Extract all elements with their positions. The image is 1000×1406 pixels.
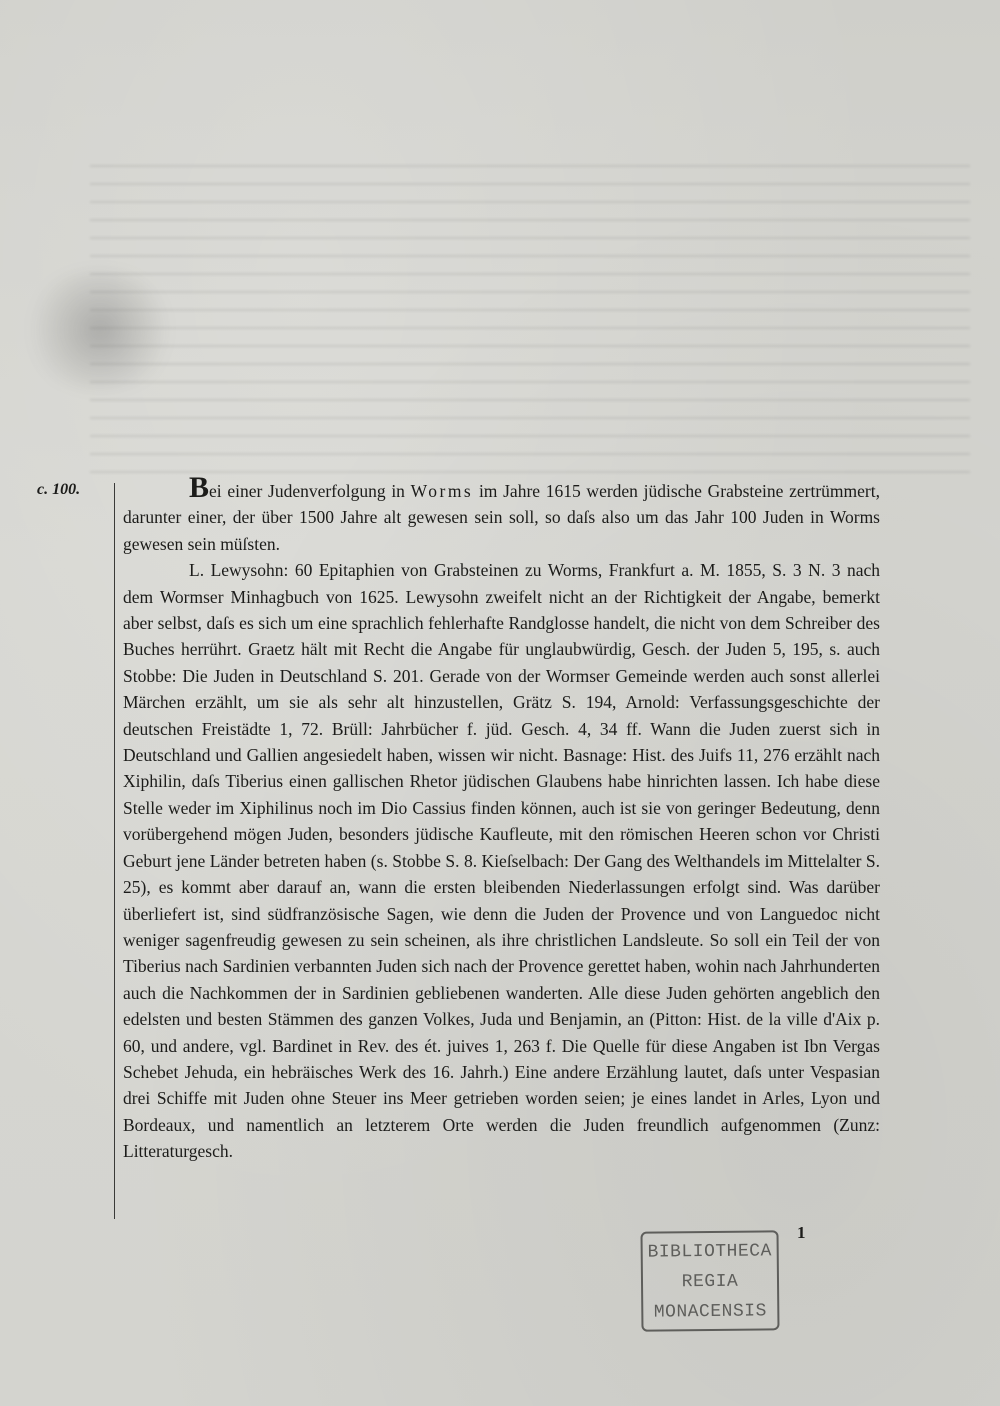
body-text — [123, 471, 880, 1165]
entry-text-end: im Jahre 1615 werden jüdische Grabsteine zertrümmert, darunter einer, der über 1500 Jahre alt gewesen sein soll, so daſs also um das Jahr 100 Juden in Worms gewesen sein müſsten. — [123, 481, 880, 554]
stamp-line-3: MONACENSIS — [653, 1301, 767, 1323]
bleed-through-text — [90, 165, 970, 485]
margin-date-note: c. 100. — [37, 481, 81, 498]
paragraph-notes: L. Lewysohn: 60 Epitaphien von Grabsteinen zu Worms, Frankfurt a. M. 1855, S. 3 N. 3 nach dem Wormser Minhagbuch von 1625. Lewysohn zweifelt nicht an der Richtigkeit der Angabe, bemerkt aber selbst, daſs es sich um eine sprachlich fehlerhafte Randglosse handelt, die nicht von dem Schreiber des Buches herrührt. Graetz hält mit Recht die Angabe für unglaubwürdig, Gesch. der Juden 5, 195, s. auch Stobbe: Die Juden in Deutschland S. 201. Gerade von der Wormser Gemeinde werden auch sonst allerlei Märchen erzählt, um sie als sehr alt hinzustellen, Grätz S. 194, Arnold: Verfassungsgeschichte der deutschen Freistädte 1, 72. Brüll: Jahrbücher f. jüd. Gesch. 4, 34 ff. Wann die Juden zuerst sich in Deutschland und Gallien angesiedelt haben, wissen wir nicht. Basnage: Hist. des Juifs 11, 276 erzählt nach Xiphilin, daſs Tiberius einen gallischen Rhetor jüdischen Glaubens habe hinrichten lassen. Ich habe diese Stelle weder im Xiphilinus noch im Dio Cassius finden können, auch ist sie von geringer Bedeutung, denn vorübergehend mögen Juden, besonders jüdische Kaufleute, mit den römischen Heeren schon vor Christi Geburt jene Länder betreten haben (s. Stobbe S. 8. Kieſselbach: Der Gang des Welthandels im Mittelalter S. 25), es kommt aber darauf an, wann die ersten bleibenden Niederlassungen erfolgt sind. Was darüber überliefert ist, sind südfranzösische Sagen, wie denn die Juden der Provence und von Languedoc nicht weniger sagenfreudig gewesen zu sein scheinen, als ihre christlichen Landsleute. So soll ein Teil der von Tiberius nach Sardinien verbannten Juden sich nach der Provence gerettet haben, wohin nach Jahrhunderten auch die Nachkommen der in Sardinien gebliebenen wanderten. Alle diese Juden gehörten angeblich den edelsten und besten Stämmen des ganzen Volkes, Juda und Benjamin, an (Pitton: Hist. de la ville d'Aix p. 60, und andere, vgl. Bardinet in Rev. des ét. juives 1, 263 f. Die Quelle für diese Angaben ist Ibn Vergas Schebet Jehuda, ein hebräisches Werk des 16. Jahrh.) Eine andere Erzählung lautet, daſs unter Vespasian drei Schiffe mit Juden ohne Steuer ins Meer getrieben worden seien; je eines landet in Arles, Lyon und Bordeaux, und namentlich an letzterem Orte werden die Juden freundlich aufgenommen (Zunz: Litteraturgesch. — [123, 560, 880, 1162]
ink-smudge — [20, 270, 180, 390]
entry-text-start: ei einer Judenverfolgung in — [209, 481, 411, 501]
library-stamp — [640, 1230, 779, 1331]
stamp-line-1: BIBLIOTHECA — [647, 1241, 772, 1263]
drop-cap: B — [189, 471, 210, 504]
city-name: Worms — [410, 481, 474, 501]
margin-rule — [114, 483, 115, 1219]
paragraph-entry — [123, 471, 880, 557]
stamp-line-2: REGIA — [681, 1271, 739, 1293]
page-number: 1 — [797, 1223, 806, 1242]
